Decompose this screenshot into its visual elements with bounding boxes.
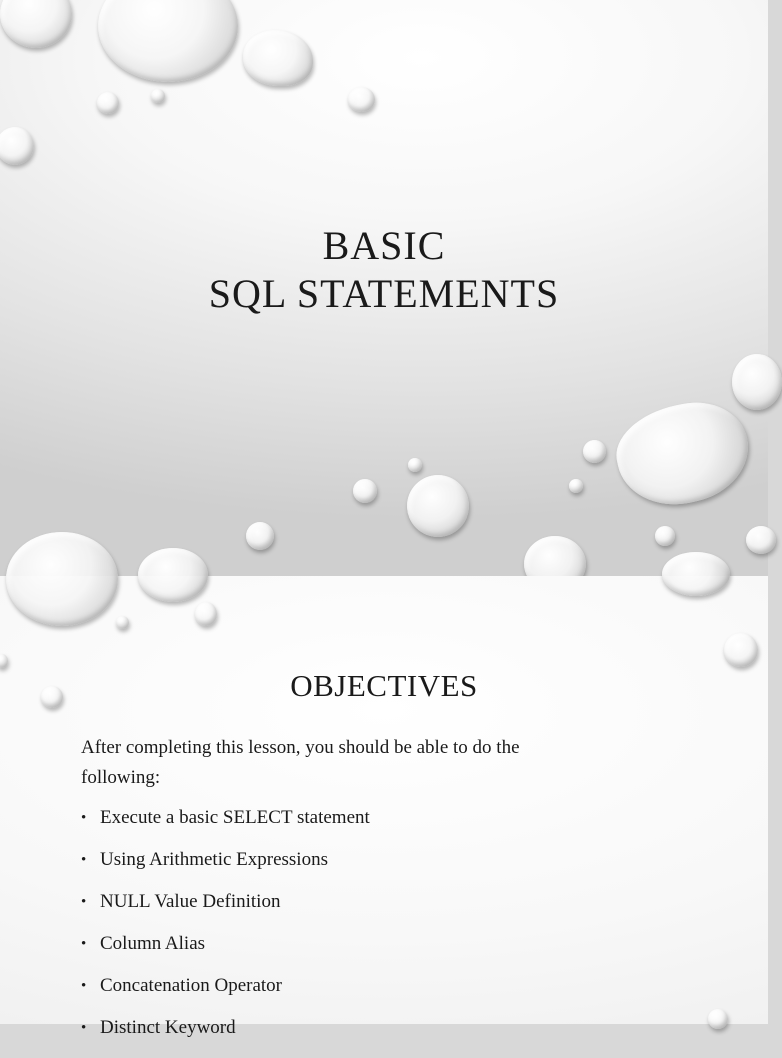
- water-droplet: [662, 552, 730, 596]
- title-line-1: BASIC: [322, 223, 446, 268]
- list-item-text: Distinct Keyword: [100, 1017, 236, 1038]
- water-droplet: [408, 458, 422, 472]
- water-droplet: [6, 532, 118, 626]
- bullet-icon: •: [81, 978, 87, 994]
- water-droplet: [98, 0, 238, 82]
- water-droplet: [583, 440, 606, 463]
- list-item-text: NULL Value Definition: [100, 891, 281, 912]
- bullet-icon: •: [81, 1020, 87, 1036]
- water-droplet: [708, 1009, 728, 1029]
- water-droplet: [608, 392, 757, 515]
- list-item-text: Column Alias: [100, 933, 206, 954]
- water-droplet: [348, 87, 375, 112]
- list-item-text: Using Arithmetic Expressions: [100, 849, 328, 870]
- list-item: [81, 848, 370, 890]
- bullet-icon: •: [81, 852, 87, 868]
- list-item: [81, 974, 370, 1016]
- water-droplet: [0, 127, 34, 165]
- water-droplet: [655, 526, 675, 546]
- water-droplet: [724, 633, 758, 667]
- list-item: [81, 1016, 370, 1058]
- water-droplet: [195, 602, 217, 626]
- bullet-icon: •: [81, 936, 87, 952]
- list-item: [81, 932, 370, 974]
- water-droplet: [151, 89, 165, 103]
- bullet-icon: •: [81, 810, 87, 826]
- water-droplet: [116, 616, 129, 629]
- water-droplet: [0, 654, 8, 668]
- title-line-2: SQL STATEMENTS: [208, 271, 560, 316]
- slide-title: [0, 222, 768, 318]
- water-droplet: [407, 475, 469, 537]
- water-droplet: [569, 479, 583, 493]
- water-droplet: [246, 522, 274, 550]
- slide-title: OBJECTIVES: [290, 668, 478, 703]
- list-item-text: Execute a basic SELECT statement: [100, 807, 370, 828]
- list-item: [81, 890, 370, 932]
- water-droplet: [138, 548, 208, 602]
- water-droplet: [732, 354, 782, 410]
- list-item-text: Concatenation Operator: [100, 975, 283, 996]
- water-droplet: [97, 92, 119, 114]
- water-droplet: [0, 0, 72, 48]
- water-droplet: [353, 479, 377, 503]
- water-droplet: [746, 526, 776, 554]
- objectives-list: [81, 806, 370, 1058]
- bullet-icon: •: [81, 894, 87, 910]
- intro-text: After completing this lesson, you should be able to do the following:: [81, 737, 520, 788]
- list-item: [81, 806, 370, 848]
- water-droplet: [243, 30, 313, 86]
- objectives-slide: [0, 576, 768, 1038]
